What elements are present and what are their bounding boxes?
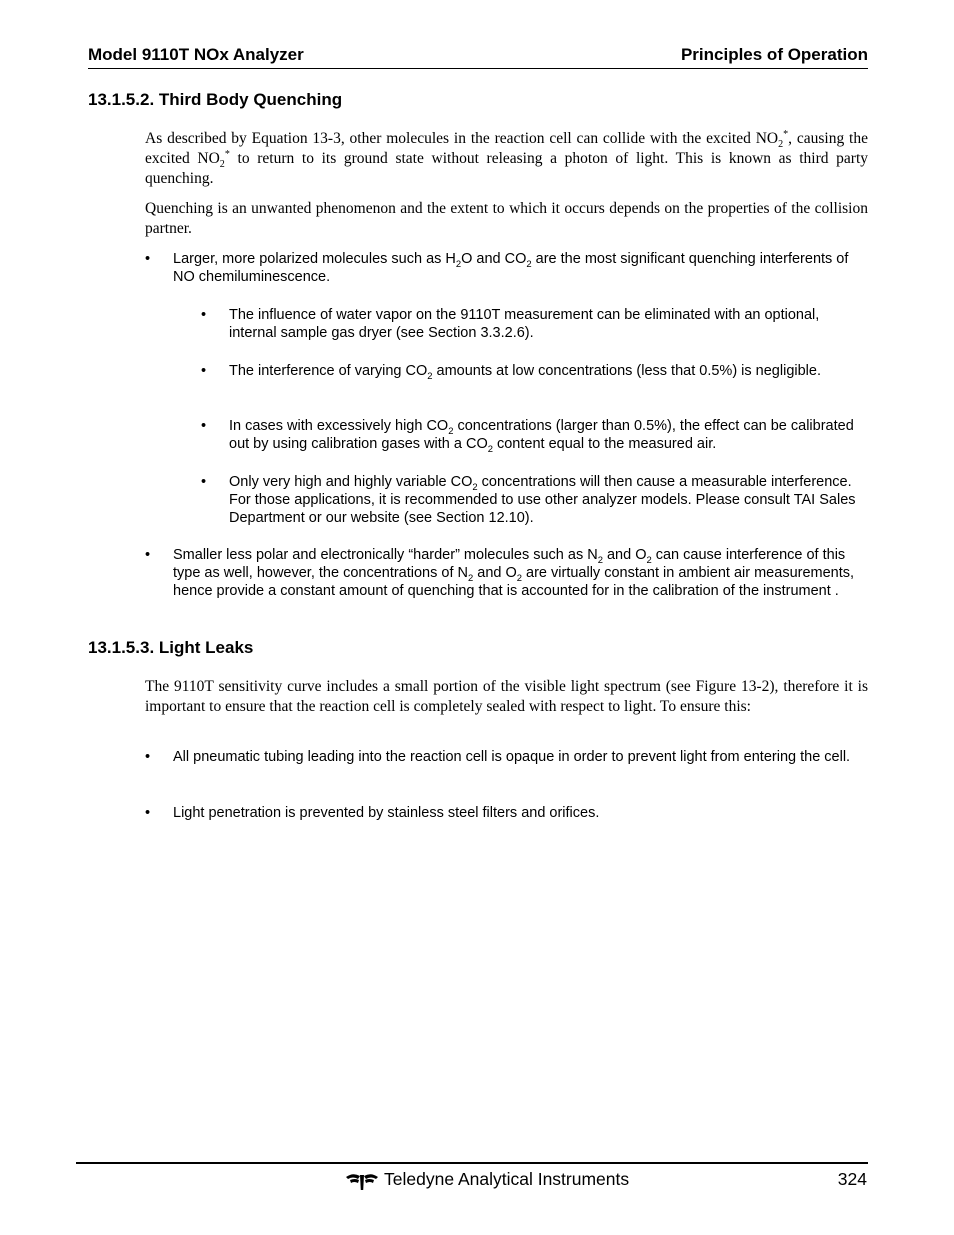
bullet-glyph: • (201, 307, 207, 323)
bullet-glyph: • (145, 749, 151, 765)
header-model-title: Model 9110T NOx Analyzer (88, 45, 304, 64)
paragraph-quenching-unwanted: Quenching is an unwanted phenomenon and the extent to which it occurs depends on the properties of the collision partner. (145, 200, 868, 237)
paragraph-third-body-intro: As described by Equation 13-3, other molecules in the reaction cell can collide with the excited $NO_2^*$, causing the excited $NO_2^*$ to return to its ground state without releasing a photon of light. This is known as third party quenching. (145, 128, 869, 187)
bullet-glyph: • (145, 547, 151, 563)
footer-page-number: 324 (837, 1169, 867, 1189)
bullet-glyph: • (201, 418, 207, 434)
list-item-text: All pneumatic tubing leading into the reaction cell is opaque in order to prevent light from entering the cell. (173, 749, 851, 765)
bullet-glyph: • (201, 474, 207, 490)
bullet-glyph: • (145, 805, 151, 821)
list-item-text: Light penetration is prevented by stainless steel filters and orifices. (173, 805, 600, 821)
footer-company-name: Teledyne Analytical Instruments (384, 1169, 630, 1189)
list-item-text: Smaller less polar and electronically “harder” molecules such as $N_2$ and $O_2$ can cause interference of this type as well, however, the concentrations of $N_2$ and $O_2$ are virtually constant in ambient air measurements, hence provide a constant amount of quenching that is accounted for in the calibration of the instrument . (173, 547, 855, 599)
bullet-glyph: • (201, 363, 207, 379)
bullet-glyph: • (145, 251, 151, 267)
paragraph-light-leaks-intro: The 9110T sensitivity curve includes a small portion of the visible light spectrum (see Figure 13-2), therefore it is important to ensure that the reaction cell is completely sealed with respect to light. To ensure this: (145, 678, 868, 715)
list-item-text: The influence of water vapor on the 9110T measurement can be eliminated with an optional, internal sample gas dryer (see Section 3.3.2.6). (229, 307, 820, 341)
list-item-text: Larger, more polarized molecules such as $H_2O$ and $CO_2$ are the most significant quenching interferents of NO chemiluminescence. (173, 251, 849, 285)
section-heading-light-leaks: 13.1.5.3. Light Leaks (88, 638, 254, 657)
list-item-text: The interference of varying $CO_2$ amounts at low concentrations (less that 0.5%) is negligible. (229, 363, 821, 381)
list-item-text: Only very high and highly variable $CO_2$ concentrations will then cause a measurable interference. For those applications, it is recommended to use other analyzer models. Please consult TAI Sales Department or our website (see Section 12.10). (229, 474, 856, 526)
header-chapter-title: Principles of Operation (680, 45, 868, 64)
page-footer (0, 1169, 954, 1193)
teledyne-logo-icon (345, 1171, 379, 1191)
page-header (88, 44, 868, 69)
list-item-text: In cases with excessively high $CO_2$ concentrations (larger than 0.5%), the effect can be calibrated out by using calibration gases with a $CO_2$ content equal to the measured air. (229, 418, 854, 454)
section-heading-third-body-quenching: 13.1.5.2. Third Body Quenching (88, 90, 343, 109)
footer-rule (76, 1162, 868, 1164)
